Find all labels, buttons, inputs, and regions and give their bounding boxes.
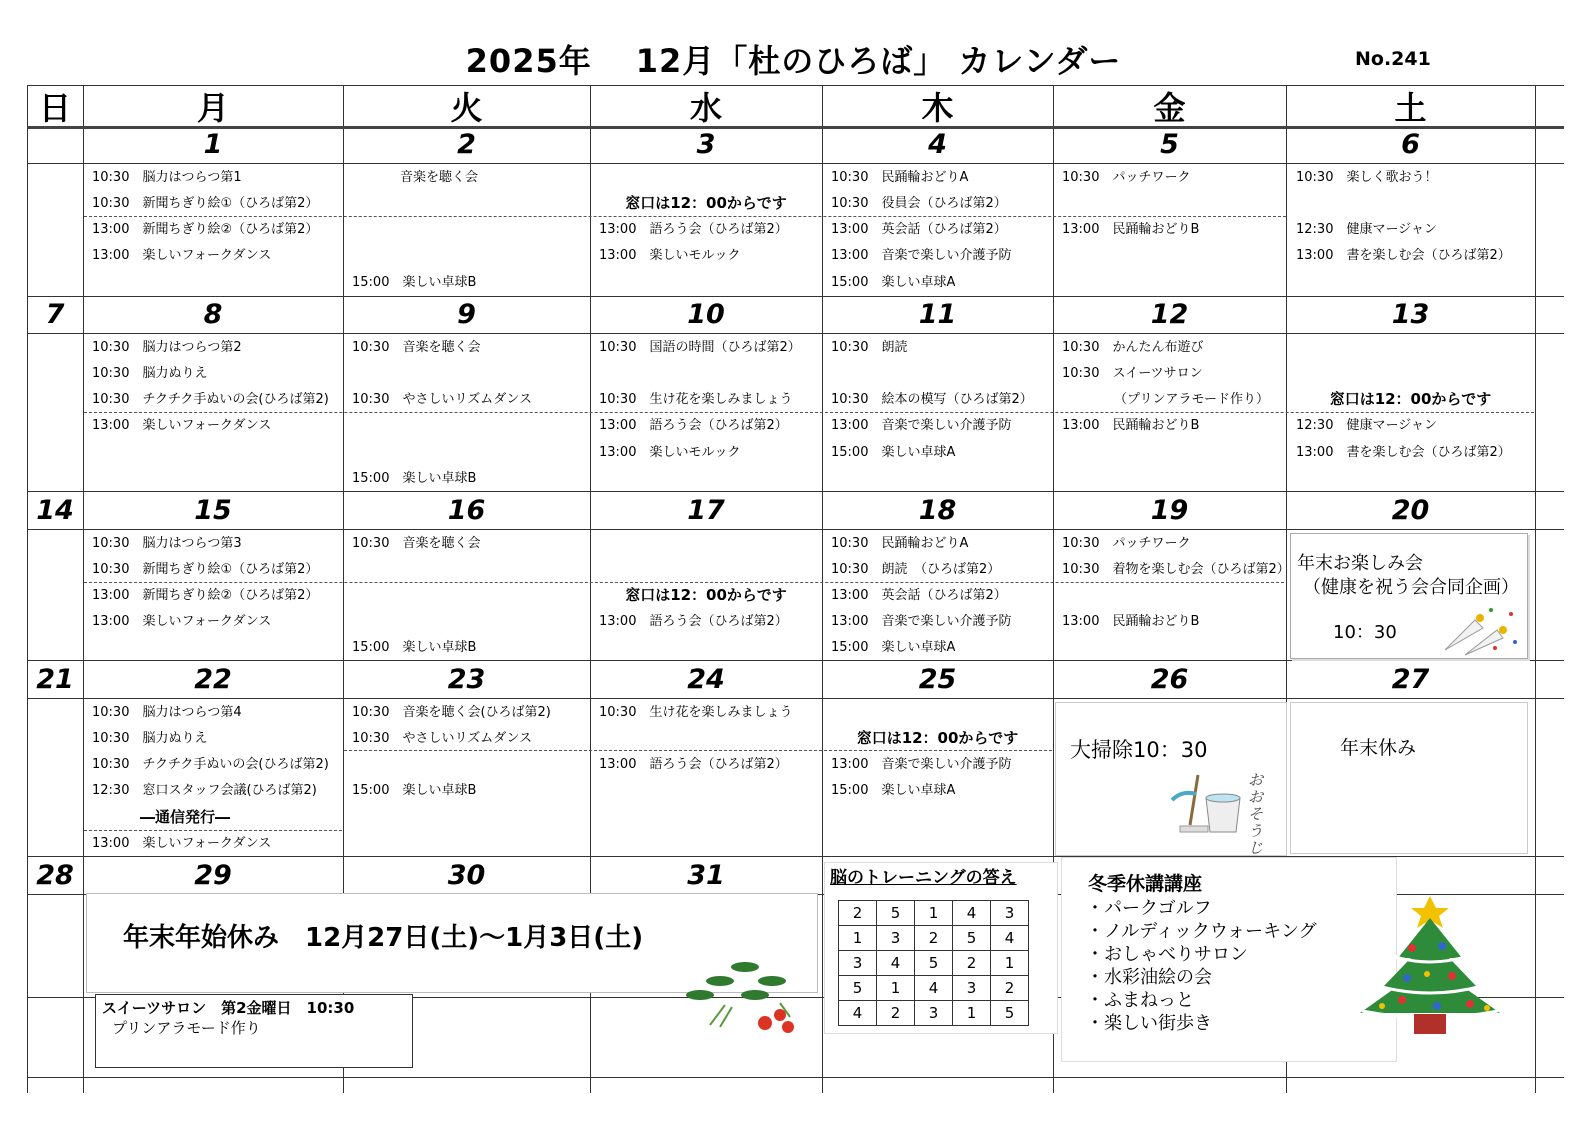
event-item: 15:00 楽しい卓球A xyxy=(831,275,956,290)
event-item: 10:30 脳力はつらつ第3 xyxy=(92,536,242,551)
grid-cell: 2 xyxy=(839,901,877,926)
event-item: 10:30 パッチワーク xyxy=(1062,536,1191,551)
winter-courses-list xyxy=(1086,897,1317,1035)
event-item: 10:30 新聞ちぎり絵①（ひろば第2） xyxy=(92,196,319,211)
event-item: 13:00 英会話（ひろば第2） xyxy=(831,222,1007,237)
grid-cell: 4 xyxy=(915,976,953,1001)
grid-line xyxy=(83,86,84,1093)
event-item: 10:30 脳力ぬりえ xyxy=(92,731,208,746)
event-item: 10:30 役員会（ひろば第2） xyxy=(831,196,1007,211)
date-number: 19 xyxy=(1150,495,1189,526)
grid-cell: 3 xyxy=(953,976,991,1001)
event-item: 13:00 民踊輪おどりB xyxy=(1062,418,1200,433)
cleaning-label: 大掃除10：30 xyxy=(1070,738,1208,762)
event-item: 13:00 楽しいモルック xyxy=(599,445,741,460)
event-item: 13:00 語ろう会（ひろば第2） xyxy=(599,418,788,433)
event-item: 13:00 楽しいモルック xyxy=(599,248,741,263)
calendar-year: 2025年 xyxy=(465,42,592,80)
grid-line xyxy=(27,86,28,1093)
date-number: 29 xyxy=(194,860,232,891)
grid-cell: 5 xyxy=(991,1001,1029,1026)
am-pm-divider xyxy=(84,216,1286,217)
event-item: 10:30 脳力はつらつ第4 xyxy=(92,705,242,720)
grid-cell: 3 xyxy=(839,951,877,976)
newsletter-notice: ―通信発行― xyxy=(140,808,231,826)
weekday-fri: 金 xyxy=(1153,89,1186,127)
event-item: 10:30 民踊輪おどりA xyxy=(831,536,969,551)
date-number: 16 xyxy=(447,495,486,526)
event-item: 10:30 脳力はつらつ第1 xyxy=(92,170,242,185)
am-pm-divider xyxy=(344,750,1052,751)
issue-number: No.241 xyxy=(1355,48,1431,70)
year-end-holiday-box xyxy=(1290,702,1528,854)
date-number: 21 xyxy=(36,664,74,695)
event-item: 13:00 語ろう会（ひろば第2） xyxy=(599,757,788,772)
event-item: 10:30 民踊輪おどりA xyxy=(831,170,969,185)
grid-line xyxy=(27,1077,1564,1078)
sweets-salon-title: スイーツサロン 第2金曜日 10:30 xyxy=(102,999,355,1017)
date-number: 11 xyxy=(918,299,957,330)
sweets-salon-body: プリンアラモード作り xyxy=(112,1019,261,1037)
holiday-banner: 年末年始休み 12月27日(土)～1月3日(土) xyxy=(123,923,644,953)
pine-plum-icon xyxy=(680,955,810,1035)
grid-line xyxy=(27,660,1564,661)
weekday-tue: 火 xyxy=(450,89,483,127)
date-number: 9 xyxy=(457,299,476,330)
event-item: 13:00 新聞ちぎり絵②（ひろば第2） xyxy=(92,222,319,237)
date-number: 28 xyxy=(36,860,74,891)
calendar-title xyxy=(0,36,1587,82)
notice-window-hours: 窓口は12：00からです xyxy=(625,194,787,212)
event-item: 13:00 英会話（ひろば第2） xyxy=(831,588,1007,603)
date-number: 10 xyxy=(687,299,725,330)
list-item: ・ふまねっと xyxy=(1086,990,1194,1011)
party-time: 10：30 xyxy=(1333,622,1397,643)
grid-line xyxy=(27,698,1564,699)
date-number: 24 xyxy=(687,664,725,695)
party-cracker-icon xyxy=(1435,600,1521,658)
event-item: 13:00 音楽で楽しい介護予防 xyxy=(831,757,1012,772)
grid-cell: 2 xyxy=(877,1001,915,1026)
list-item: ・パークゴルフ xyxy=(1086,898,1212,919)
date-number: 17 xyxy=(687,495,725,526)
event-item: 15:00 楽しい卓球B xyxy=(352,275,477,290)
event-item: （プリンアラモード作り） xyxy=(1114,392,1269,407)
event-item: 13:00 書を楽しむ会（ひろば第2） xyxy=(1296,445,1511,460)
grid-cell: 4 xyxy=(991,926,1029,951)
event-item: 10:30 着物を楽しむ会（ひろば第2） xyxy=(1062,562,1290,577)
event-item: 13:00 音楽で楽しい介護予防 xyxy=(831,248,1012,263)
event-item: 15:00 楽しい卓球A xyxy=(831,445,956,460)
am-pm-divider xyxy=(84,582,1284,583)
date-number: 13 xyxy=(1391,299,1430,330)
event-item: 15:00 楽しい卓球B xyxy=(352,783,477,798)
date-number: 30 xyxy=(447,860,486,891)
event-item: 10:30 チクチク手ぬいの会(ひろば第2) xyxy=(92,392,329,407)
event-item: 10:30 生け花を楽しみましょう xyxy=(599,392,793,407)
event-item: 10:30 やさしいリズムダンス xyxy=(352,731,532,746)
grid-cell: 5 xyxy=(839,976,877,1001)
notice-window-hours: 窓口は12：00からです xyxy=(1329,390,1492,408)
date-number: 12 xyxy=(1150,299,1189,330)
grid-cell: 5 xyxy=(877,901,915,926)
grid-line xyxy=(27,491,1564,492)
date-number: 25 xyxy=(918,664,957,695)
event-item: 15:00 楽しい卓球A xyxy=(831,783,956,798)
event-item: 13:00 書を楽しむ会（ひろば第2） xyxy=(1296,248,1511,263)
event-item: 15:00 楽しい卓球A xyxy=(831,640,956,655)
winter-courses-title: 冬季休講講座 xyxy=(1088,873,1203,895)
date-number: 15 xyxy=(194,495,232,526)
event-item: 10:30 スイーツサロン xyxy=(1062,366,1203,381)
event-item: 10:30 音楽を聴く会 xyxy=(352,340,481,355)
christmas-tree-icon xyxy=(1352,888,1508,1038)
event-item: 10:30 脳力ぬりえ xyxy=(92,366,208,381)
event-item: 13:00 民踊輪おどりB xyxy=(1062,614,1200,629)
event-item: 13:00 民踊輪おどりB xyxy=(1062,222,1200,237)
event-item: 13:00 音楽で楽しい介護予防 xyxy=(831,418,1012,433)
date-number: 4 xyxy=(928,129,947,160)
event-item: 10:30 絵本の模写（ひろば第2） xyxy=(831,392,1033,407)
notice-window-hours: 窓口は12：00からです xyxy=(856,729,1019,747)
grid-cell: 4 xyxy=(877,951,915,976)
weekday-thu: 木 xyxy=(921,89,954,127)
grid-cell: 1 xyxy=(953,1001,991,1026)
date-number: 20 xyxy=(1391,495,1430,526)
event-item: 10:30 音楽を聴く会 xyxy=(352,536,481,551)
grid-cell: 4 xyxy=(839,1001,877,1026)
grid-line xyxy=(27,296,1564,297)
event-item: 10:30 チクチク手ぬいの会(ひろば第2) xyxy=(92,757,329,772)
event-item: 10:30 脳力はつらつ第2 xyxy=(92,340,242,355)
event-item: 13:00 語ろう会（ひろば第2） xyxy=(599,222,788,237)
event-item: 13:00 語ろう会（ひろば第2） xyxy=(599,614,788,629)
am-pm-divider xyxy=(84,830,342,831)
event-item: 15:00 楽しい卓球B xyxy=(352,471,477,486)
event-item: 13:00 楽しいフォークダンス xyxy=(92,248,272,263)
date-number: 18 xyxy=(918,495,957,526)
grid-cell: 3 xyxy=(915,1001,953,1026)
event-item: 10:30 パッチワーク xyxy=(1062,170,1191,185)
mop-bucket-icon xyxy=(1168,770,1248,840)
weekday-sat: 土 xyxy=(1394,89,1427,127)
grid-line xyxy=(27,85,1564,86)
list-item: ・おしゃべりサロン xyxy=(1086,944,1248,965)
grid-cell: 2 xyxy=(915,926,953,951)
grid-line xyxy=(27,163,1564,164)
weekday-mon: 月 xyxy=(196,89,229,127)
date-number: 7 xyxy=(45,299,65,330)
am-pm-divider xyxy=(84,412,1534,413)
grid-cell: 4 xyxy=(953,901,991,926)
event-item: 10:30 音楽を聴く会(ひろば第2) xyxy=(352,705,551,720)
grid-cell: 1 xyxy=(991,951,1029,976)
grid-cell: 1 xyxy=(915,901,953,926)
event-item: 13:00 楽しいフォークダンス xyxy=(92,614,272,629)
grid-line xyxy=(27,529,1564,530)
grid-line xyxy=(822,86,823,1093)
date-number: 3 xyxy=(696,129,716,160)
year-end-holiday-label: 年末休み xyxy=(1340,737,1417,759)
event-item: 13:00 楽しいフォークダンス xyxy=(92,418,272,433)
event-item: 13:00 楽しいフォークダンス xyxy=(92,836,272,851)
event-item: 10:30 新聞ちぎり絵①（ひろば第2） xyxy=(92,562,319,577)
grid-cell: 3 xyxy=(991,901,1029,926)
event-item: 10:30 生け花を楽しみましょう xyxy=(599,705,793,720)
event-item: 12:30 健康マージャン xyxy=(1296,418,1437,433)
weekday-wed: 水 xyxy=(689,89,722,127)
grid-cell: 2 xyxy=(953,951,991,976)
party-subtitle: （健康を祝う会合同企画） xyxy=(1303,577,1519,598)
event-item: 13:00 音楽で楽しい介護予防 xyxy=(831,614,1012,629)
date-number: 23 xyxy=(447,664,486,695)
date-number: 2 xyxy=(457,129,476,160)
event-item: 15:00 楽しい卓球B xyxy=(352,640,477,655)
date-number: 26 xyxy=(1150,664,1189,695)
list-item: ・水彩油絵の会 xyxy=(1086,967,1212,988)
event-item: 12:30 窓口スタッフ会議(ひろば第2) xyxy=(92,783,317,798)
event-item: 12:30 健康マージャン xyxy=(1296,222,1437,237)
event-item: 10:30 楽しく歌おう！ xyxy=(1296,170,1438,185)
date-number: 8 xyxy=(203,299,223,330)
event-item: 10:30 朗読 （ひろば第2） xyxy=(831,562,1001,577)
notice-window-hours: 窓口は12：00からです xyxy=(625,586,787,604)
date-number: 31 xyxy=(687,860,725,891)
date-number: 27 xyxy=(1391,664,1430,695)
party-title: 年末お楽しみ会 xyxy=(1297,553,1423,574)
date-number: 14 xyxy=(36,495,74,526)
cleaning-handwritten: おおそうじ xyxy=(1248,771,1264,857)
date-number: 6 xyxy=(1401,129,1420,160)
brain-training-title: 脳のトレーニングの答え xyxy=(830,868,1017,888)
event-item: 10:30 かんたん布遊び xyxy=(1062,340,1204,355)
event-item: 音楽を聴く会 xyxy=(400,170,479,185)
event-item: 10:30 やさしいリズムダンス xyxy=(352,392,532,407)
grid-line xyxy=(27,333,1564,334)
grid-cell: 5 xyxy=(915,951,953,976)
brain-training-grid xyxy=(838,900,1029,1026)
grid-cell: 1 xyxy=(839,926,877,951)
grid-cell: 3 xyxy=(877,926,915,951)
date-number: 1 xyxy=(203,129,223,160)
calendar-heading: 12月「杜のひろば」 カレンダー xyxy=(635,42,1122,80)
event-item: 10:30 朗読 xyxy=(831,340,908,355)
weekday-sun: 日 xyxy=(38,89,71,127)
grid-cell: 2 xyxy=(991,976,1029,1001)
date-number: 22 xyxy=(194,664,232,695)
event-item: 13:00 新聞ちぎり絵②（ひろば第2） xyxy=(92,588,319,603)
list-item: ・楽しい街歩き xyxy=(1086,1013,1212,1034)
grid-cell: 5 xyxy=(953,926,991,951)
grid-line xyxy=(1535,86,1536,1093)
grid-cell: 1 xyxy=(877,976,915,1001)
event-item: 10:30 国語の時間（ひろば第2） xyxy=(599,340,801,355)
list-item: ・ノルディックウォーキング xyxy=(1086,921,1317,942)
date-number: 5 xyxy=(1160,129,1179,160)
